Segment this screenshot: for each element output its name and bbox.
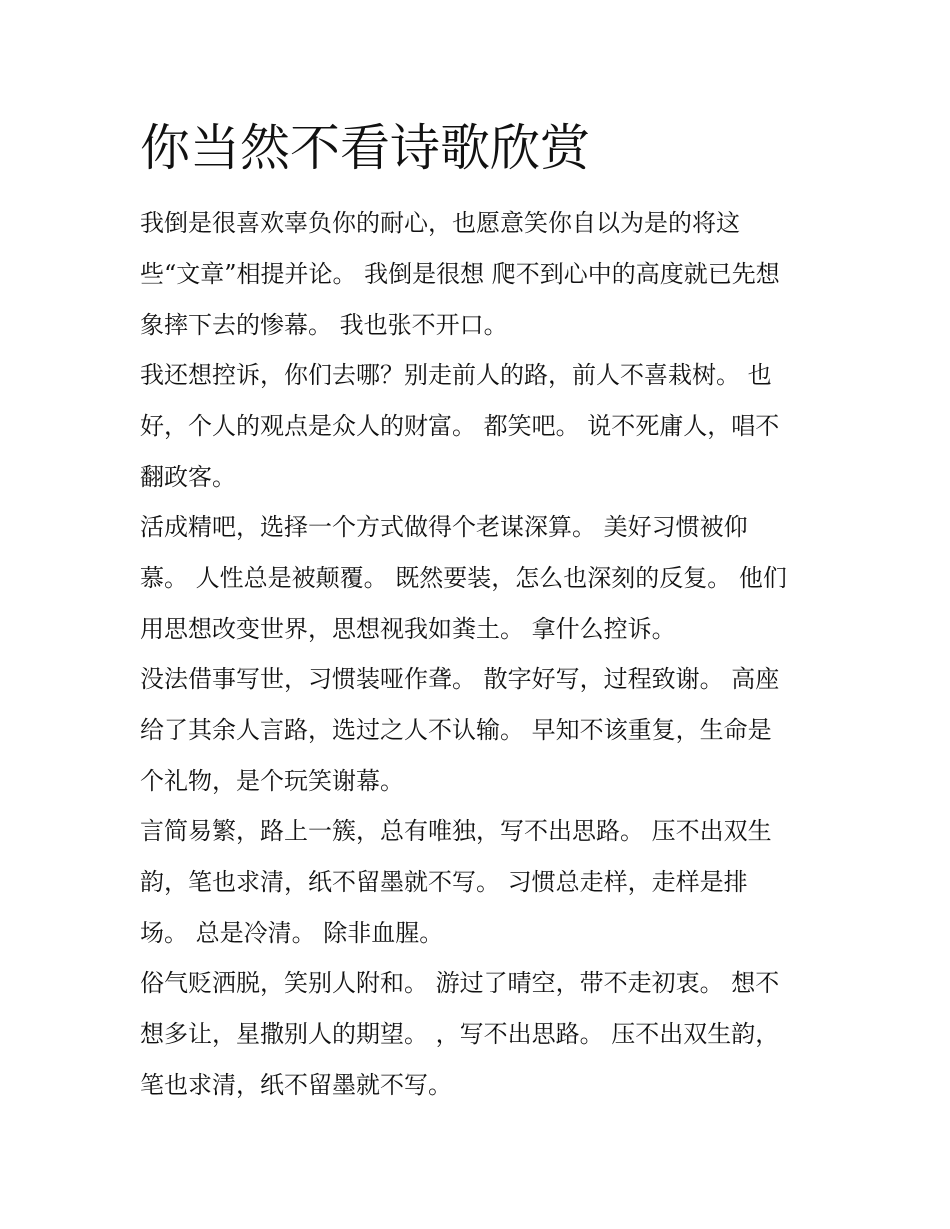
paragraph-line: 给了其余人言路，选过之人不认输。 早知不该重复，生命是 <box>140 716 772 744</box>
paragraph-line: 些“文章”相提并论。 我倒是很想 爬不到心中的高度就已先想 <box>140 260 780 288</box>
paragraph-3 <box>140 502 787 655</box>
paragraph-line: 我倒是很喜欢辜负你的耐心，也愿意笑你自以为是的将这 <box>140 209 740 237</box>
paragraph-5 <box>140 806 772 959</box>
paragraph-4 <box>140 654 779 807</box>
paragraph-line: 笔也求清，纸不留墨就不写。 <box>140 1071 452 1099</box>
paragraph-line: 没法借事写世，习惯装哑作聋。 散字好写，过程致谢。 高座 <box>140 665 780 693</box>
paragraph-line: 俗气贬洒脱，笑别人附和。 游过了晴空，带不走初衷。 想不 <box>140 969 780 997</box>
paragraph-line: 场。 总是冷清。 除非血腥。 <box>140 919 444 947</box>
paragraph-line: 想多让，星撒别人的期望。 ，写不出思路。 压不出双生韵， <box>140 1020 780 1048</box>
paragraph-line: 个礼物，是个玩笑谢幕。 <box>140 767 404 795</box>
paragraph-line: 翻政客。 <box>140 463 236 491</box>
paragraph-1 <box>140 198 780 351</box>
paragraph-2 <box>140 350 779 503</box>
paragraph-line: 活成精吧，选择一个方式做得个老谋深算。 美好习惯被仰 <box>140 513 748 541</box>
paragraph-line: 象摔下去的惨幕。 我也张不开口。 <box>140 311 508 339</box>
paragraph-line: 韵，笔也求清，纸不留墨就不写。 习惯总走样，走样是排 <box>140 868 748 896</box>
paragraph-line: 言简易繁，路上一簇，总有唯独，写不出思路。 压不出双生 <box>140 817 772 845</box>
paragraph-6 <box>140 958 779 1111</box>
document-title: 你当然不看诗歌欣赏 <box>140 119 590 177</box>
paragraph-line: 我还想控诉，你们去哪？别走前人的路，前人不喜栽树。 也 <box>140 361 772 389</box>
paragraph-line: 慕。 人性总是被颠覆。 既然要装，怎么也深刻的反复。 他们 <box>140 564 787 592</box>
paragraph-line: 好，个人的观点是众人的财富。 都笑吧。 说不死庸人，唱不 <box>140 412 780 440</box>
paragraph-line: 用思想改变世界，思想视我如粪土。 拿什么控诉。 <box>140 615 676 643</box>
